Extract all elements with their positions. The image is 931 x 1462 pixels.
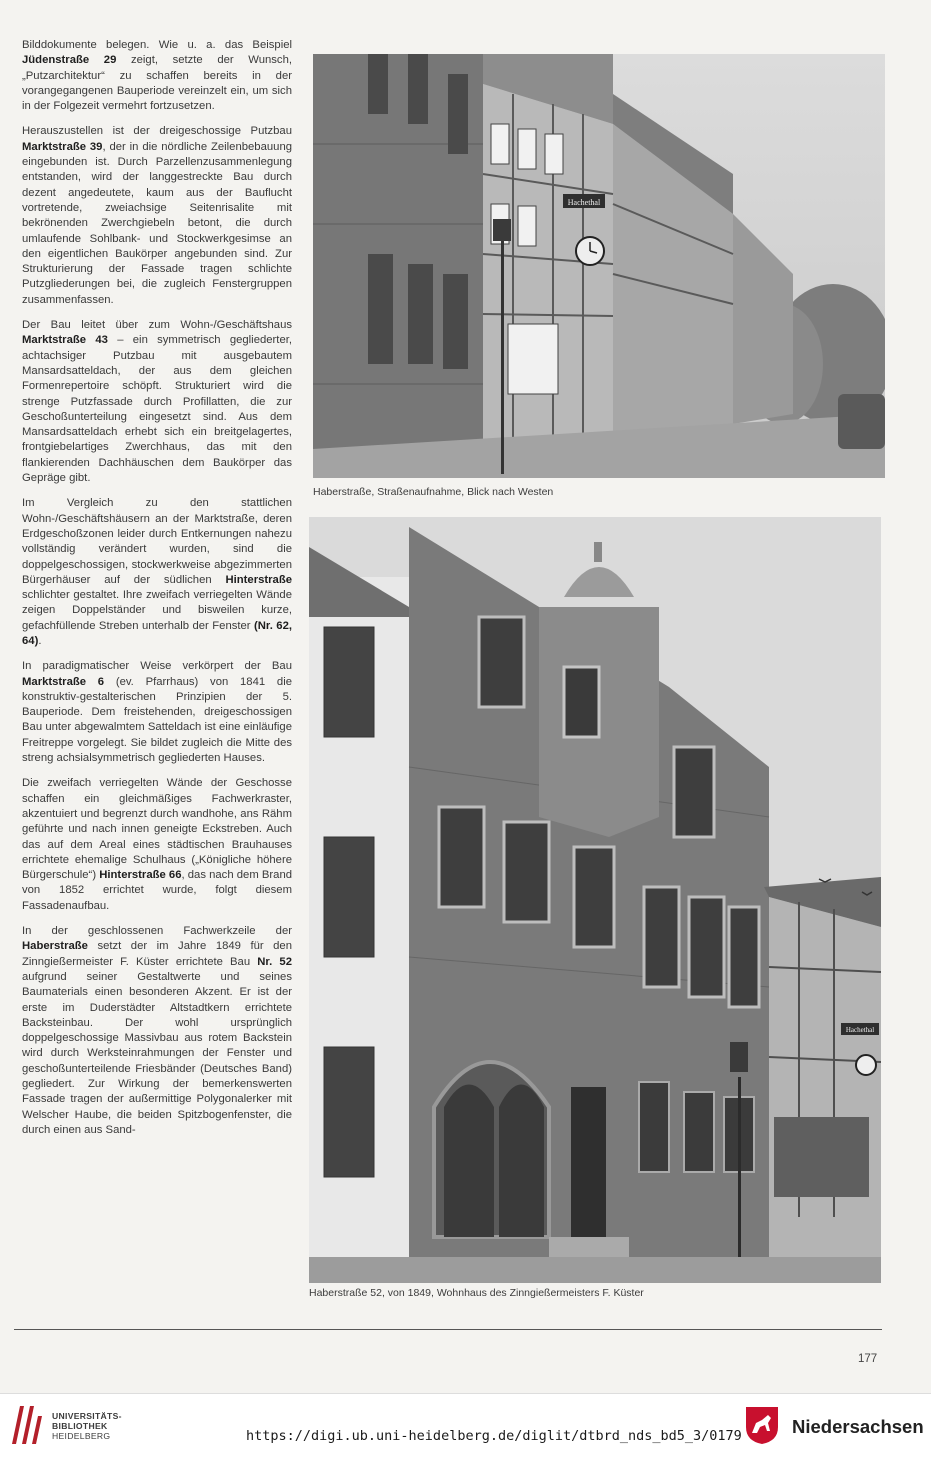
body-paragraph	[22, 924, 292, 1138]
emphasized-term: Jüdenstraße 29	[22, 54, 117, 67]
emphasized-term: Hinterstraße	[225, 573, 292, 586]
text-run: zeigt, setzte der Wunsch, „Putzarchitektur“ zu schaffen bereits in der vorangegangenen Bauperiode vereinzelt ein, um sich in der Folgezeit vermehrt fortzusetzen.	[22, 54, 292, 113]
photo1-caption: Haberstraße, Straßenaufnahme, Blick nach Westen	[313, 486, 554, 498]
university-library-name	[52, 1411, 122, 1441]
university-library-logo-icon	[10, 1404, 44, 1446]
photo1-sign-text: Hachethal	[567, 198, 601, 207]
text-run: aufgrund seiner Gestaltwerte und seines Baumaterials einen besonderen Akzent. Er ist der erste im Duderstädter Altstadtkern errichtete Backsteinbau. Der wohl ursprünglich doppelgeschossige Massivbau aus rotem Backstein wird durch Werksteinrahmungen der Fenster und geschoßunterteilende Friesbänder (Deutsches Band) gegliedert. Zur Wirkung der bemerkenswerten Fassade tragen der außermittige Polygonalerker mit Welscher Haube, die beiden Spitzbogenfenster, die durch einen aus Sand-	[22, 970, 292, 1136]
text-run: Herauszustellen ist der dreigeschossige Putzbau	[22, 125, 292, 138]
emphasized-term: Marktstraße 43	[22, 334, 108, 347]
text-run: Bilddokumente belegen. Wie u. a. das Beispiel	[22, 39, 292, 51]
photo-haberstrasse-52	[309, 517, 881, 1283]
text-run: (ev. Pfarrhaus) von 1841 die konstruktiv-gestalterischen Prinzipien der 5. Bauperiode. Dem freistehenden, dreigeschossigen Bau unter abgewalmtem Satteldach ist eine einläufige Freitreppe vorgelegt. Sie bildet zugleich die Mitte des streng achsialsymmetrisch gegliederten Hauses.	[22, 675, 292, 765]
text-run: Im Vergleich zu den stattlichen Wohn-/Geschäftshäusern an der Marktstraße, deren Erdgeschoßzonen leider durch Entkernungen nahezu vollständig verändert wurden, sind die doppelgeschossigen, stockwerkweise abgezimmerten Bürgerhäuser auf der südlichen	[22, 497, 292, 586]
document-url-link[interactable]: https://digi.ub.uni-heidelberg.de/diglit/dtbrd_nds_bd5_3/0179	[246, 1428, 742, 1444]
lower-saxony-horse-icon	[742, 1405, 782, 1445]
emphasized-term: Marktstraße 39	[22, 140, 103, 153]
text-run: – ein symmetrisch gegliederter, achtachsiger Putzbau mit ausgebautem Mansardsatteldach, der aus dem gleichen Formenrepertoire schöpft. Strukturiert wird die strenge Putzfassade durch Profillatten, die zur Geschoßunterteilung eingesetzt sind. Aus dem Mansardsatteldach erhebt sich ein breitgelagertes, frontgiebelartiges Zwerchhaus, das mit den flankierenden Dachhäuschen dem Baukörper das Gepräge gibt.	[22, 334, 292, 485]
body-paragraph	[22, 659, 292, 766]
text-run: Die zweifach verriegelten Wände der Geschosse schaffen ein gleichmäßiges Fachwerkraster, akzentuiert und begrenzt durch wandhohe, ans Rähm geführte und nach innen geneigte Eckstreben. Auch das auf dem Areal eines städtischen Brauhauses errichtete ehemalige Schulhaus („Königliche höhere Bürgerschule“)	[22, 777, 292, 882]
text-run: In paradigmatischer Weise verkörpert der Bau	[22, 660, 292, 673]
body-paragraph	[22, 318, 292, 486]
emphasized-term: (Nr. 62, 64)	[22, 619, 292, 647]
emphasized-term: Marktstraße 6	[22, 675, 105, 688]
text-run: In der geschlossenen Fachwerkzeile der	[22, 925, 292, 938]
photo2-caption: Haberstraße 52, von 1849, Wohnhaus des Zinngießermeisters F. Küster	[309, 1287, 644, 1299]
viewer-footer	[0, 1393, 931, 1462]
body-paragraph	[22, 38, 292, 114]
emphasized-term: Hinterstraße 66	[99, 869, 182, 882]
footer-rule	[14, 1329, 882, 1330]
text-run: schlichter gestaltet. Ihre zweifach verriegelten Wände zeigen Doppelständer und bisweilen kurze, gefachfüllende Streben unterhalb der Fenster	[22, 589, 292, 632]
text-run: setzt der im Jahre 1849 für den Zinngießermeister F. Küster errichtete Bau	[22, 940, 292, 968]
library-line-1: UNIVERSITÄTS-	[52, 1411, 122, 1421]
emphasized-term: Haberstraße	[22, 940, 88, 953]
photo2-sign-text: Hachethal	[845, 1026, 875, 1034]
text-run: , der in die nördliche Zeilenbebauung eingebunden ist. Durch Parzellenzusammenlegung entstanden, wird der langgestreckte Bau durch dezent angedeutete, kaum aus der Bauflucht vortretende, zweiachsige Seitenrisalite mit bekrönenden Zwerchgiebeln betont, die durch umlaufende Sohlbank- und Stockwerkgesimse an den eigentlichen Baukörper angebunden sind. Zur Strukturierung der Fassade tragen schlichte Putzgliederungen bei, die zugleich Fenstergruppen zusammenfassen.	[22, 140, 293, 306]
text-run: .	[38, 634, 42, 647]
state-name: Niedersachsen	[792, 1416, 924, 1437]
body-text-column	[22, 38, 292, 1148]
library-line-3: HEIDELBERG	[52, 1431, 111, 1441]
text-run: Der Bau leitet über zum Wohn-/Geschäftshaus	[22, 319, 292, 332]
photo-street-view	[313, 54, 885, 478]
body-paragraph	[22, 776, 292, 914]
emphasized-term: Nr. 52	[257, 955, 293, 968]
library-line-2: BIBLIOTHEK	[52, 1421, 108, 1431]
body-paragraph	[22, 124, 292, 308]
text-run: , das nach dem Brand von 1852 errichtet wurde, folgt diesem Fassadenaufbau.	[22, 869, 293, 912]
body-paragraph	[22, 496, 292, 649]
page-number: 177	[858, 1353, 878, 1365]
